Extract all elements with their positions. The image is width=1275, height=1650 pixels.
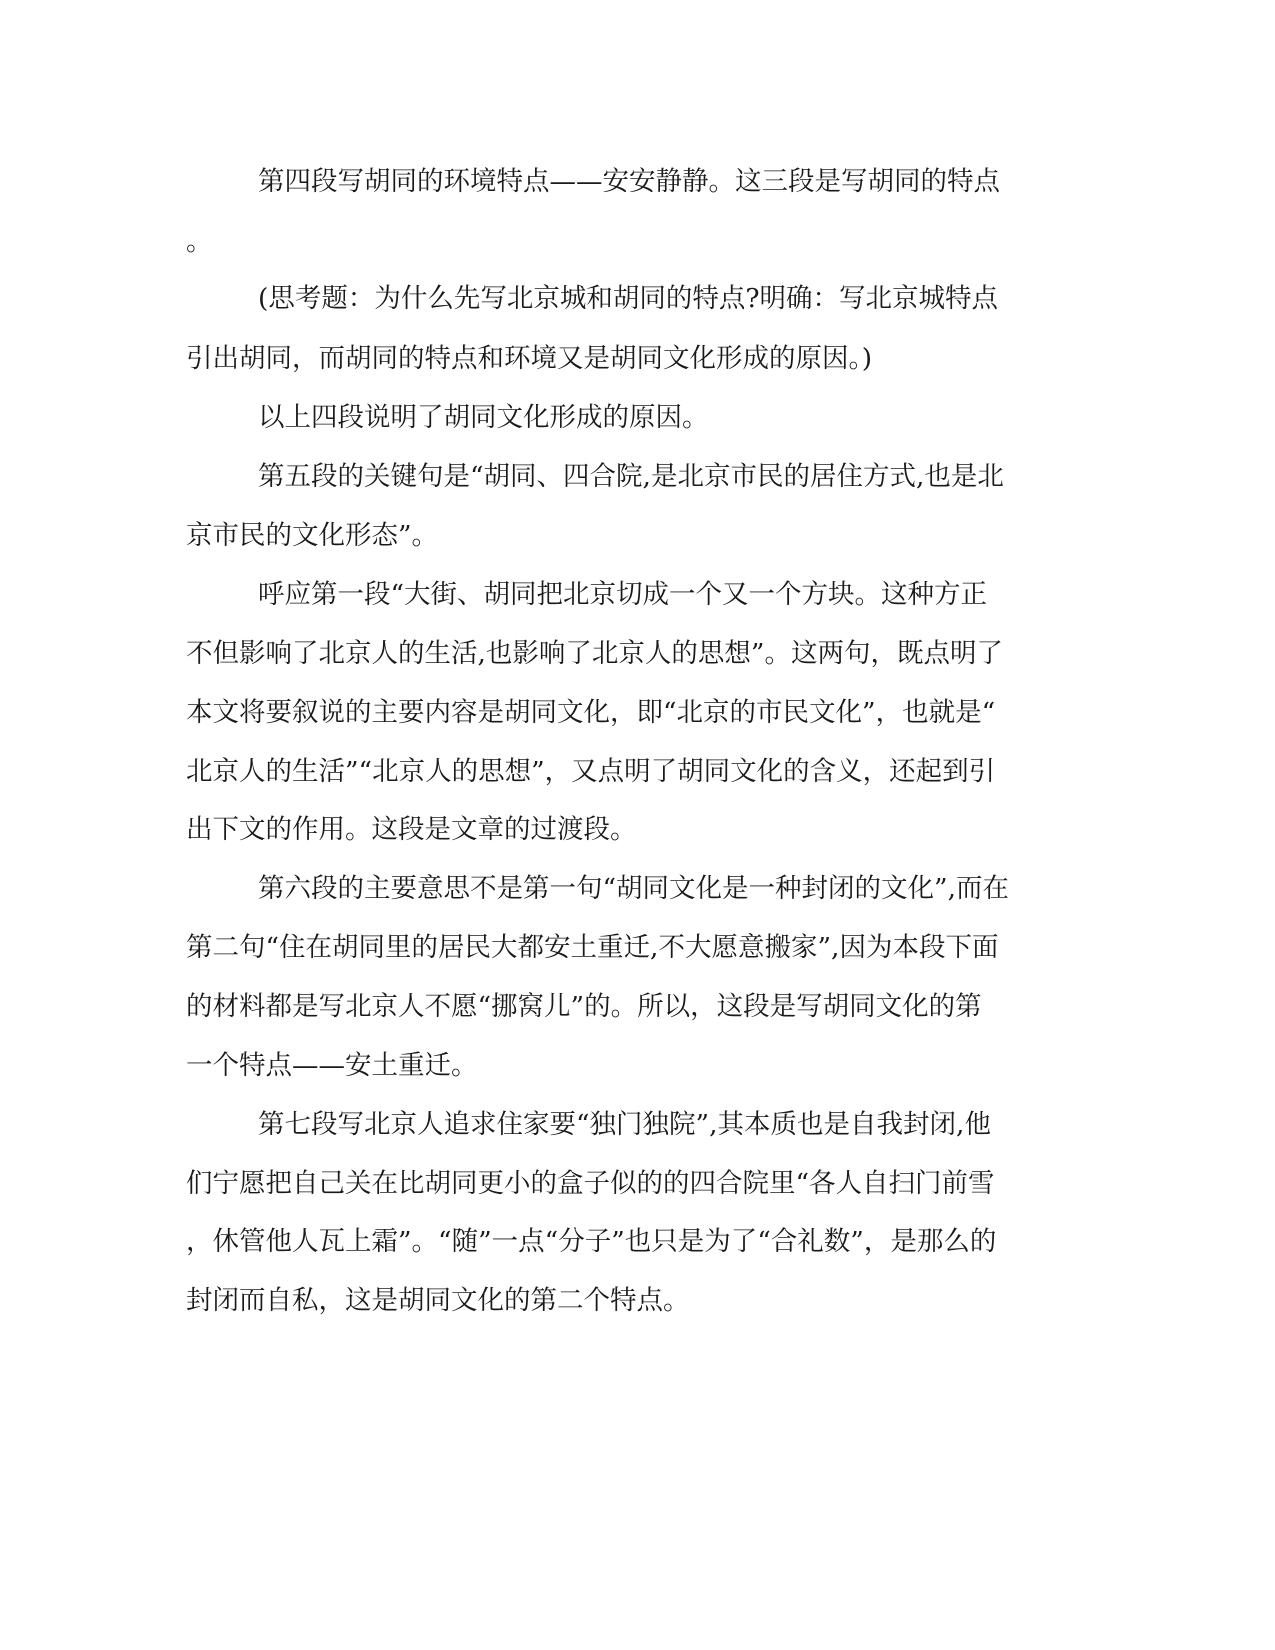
text-line [0,396,1275,440]
line-text: 们宁愿把自己关在比胡同更小的盒子似的的四合院里“各人自扫门前雪 [186,1168,995,1199]
text-line [0,277,1275,321]
text-line [0,337,1275,381]
text-line [0,632,1275,676]
line-text: 京市民的文化形态”。 [186,520,439,551]
text-line [0,1279,1275,1323]
text-line [0,573,1275,617]
text-line [0,750,1275,794]
text-line [0,691,1275,735]
text-line [0,1044,1275,1088]
text-line [0,867,1275,911]
line-text: 。 [186,226,213,257]
text-line [0,455,1275,499]
text-line [0,1103,1275,1147]
line-text: (思考题：为什么先写北京城和胡同的特点?明确：写北京城特点 [258,283,999,314]
line-text: 出下文的作用。这段是文章的过渡段。 [186,814,637,845]
text-line [0,808,1275,852]
line-text: 第二句“住在胡同里的居民大都安土重迁,不大愿意搬家”,因为本段下面 [186,932,999,963]
text-line [0,926,1275,970]
line-text: 不但影响了北京人的生活,也影响了北京人的思想”。这两句，既点明了 [186,638,1003,669]
line-text: 引出胡同，而胡同的特点和环境又是胡同文化形成的原因。) [186,343,873,374]
text-line [0,985,1275,1029]
text-line [0,1162,1275,1206]
line-text: 以上四段说明了胡同文化形成的原因。 [258,402,709,433]
line-text: 第四段写胡同的环境特点——安安静静。这三段是写胡同的特点 [258,166,1000,197]
line-text: 的材料都是写北京人不愿“挪窝儿”的。所以，这段是写胡同文化的第 [186,991,982,1022]
text-line [0,160,1275,204]
line-text: 第五段的关键句是“胡同、四合院,是北京市民的居住方式,也是北 [258,461,1004,492]
line-text: 封闭而自私，这是胡同文化的第二个特点。 [186,1285,690,1316]
line-text: ，休管他人瓦上霜”。“随”一点“分子”也只是为了“合礼数”，是那么的 [186,1226,997,1257]
line-text: 第七段写北京人追求住家要“独门独院”,其本质也是自我封闭,他 [258,1109,991,1140]
line-text: 第六段的主要意思不是第一句“胡同文化是一种封闭的文化”,而在 [258,873,1010,904]
text-line [0,220,1275,264]
line-text: 北京人的生活”“北京人的思想”，又点明了胡同文化的含义，还起到引 [186,756,996,787]
line-text: 一个特点——安土重迁。 [186,1050,478,1081]
line-text: 本文将要叙说的主要内容是胡同文化，即“北京的市民文化”，也就是“ [186,697,996,728]
text-line [0,514,1275,558]
text-line [0,1220,1275,1264]
line-text: 呼应第一段“大街、胡同把北京切成一个又一个方块。这种方正 [258,579,988,610]
